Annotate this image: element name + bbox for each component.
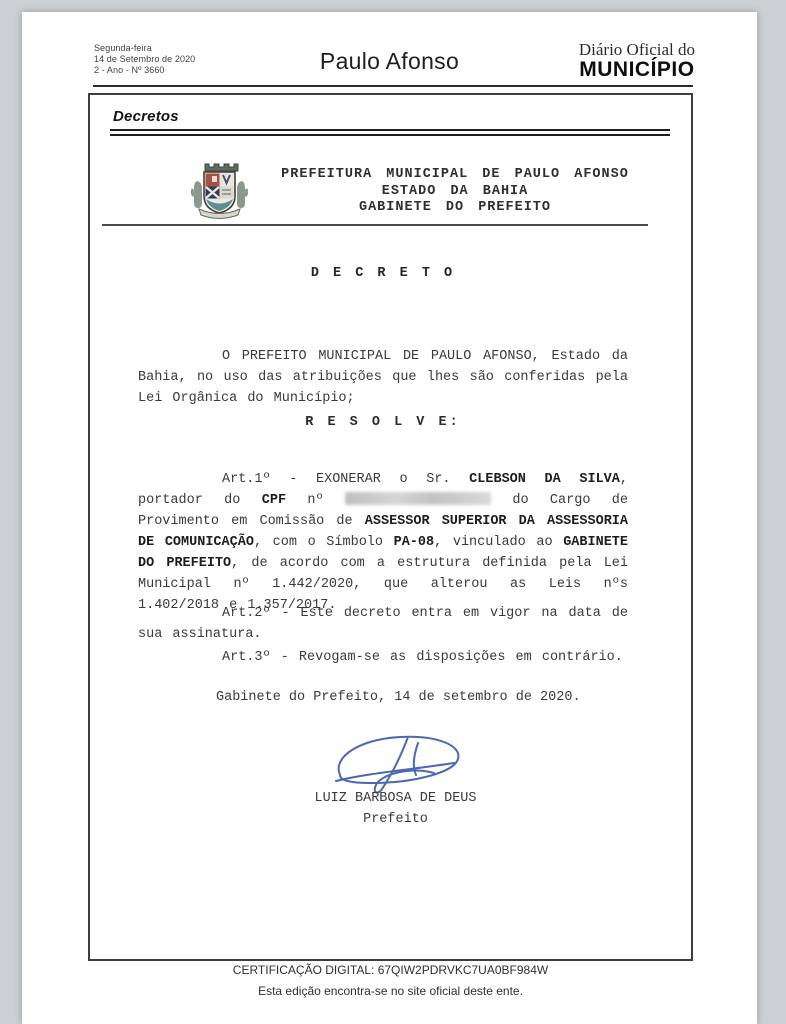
decree-title: D E C R E T O bbox=[310, 266, 456, 281]
art1-office: GABINETE DO PREFEITO bbox=[138, 534, 628, 571]
resolve-heading: R E S O L V E: bbox=[305, 415, 461, 430]
art1-symbol: PA-08 bbox=[393, 534, 435, 550]
masthead bbox=[579, 40, 695, 80]
letterhead-line1: PREFEITURA MUNICIPAL DE PAULO AFONSO bbox=[281, 167, 629, 182]
dateline: Gabinete do Prefeito, 14 de setembro de 2020. bbox=[216, 690, 581, 705]
letterhead-line3: GABINETE DO PREFEITO bbox=[358, 200, 552, 215]
header-divider bbox=[93, 85, 693, 87]
masthead-bottom: MUNICÍPIO bbox=[579, 58, 695, 81]
edition-note: Esta edição encontra-se no site oficial deste ente. bbox=[258, 984, 523, 998]
paper-sheet bbox=[22, 12, 757, 1024]
edition-date: 14 de Setembro de 2020 bbox=[94, 54, 196, 64]
section-title: Decretos bbox=[113, 108, 179, 125]
city-title: Paulo Afonso bbox=[319, 48, 460, 74]
article-2: Art.2º - Este decreto entra em vigor na data de sua assinatura. bbox=[138, 605, 628, 642]
decree-preamble: O PREFEITO MUNICIPAL DE PAULO AFONSO, Estado da Bahia, no uso das atribuições que lhes são conferidas pela Lei Orgânica do Município; bbox=[138, 348, 628, 406]
art1-seg2: , portador do bbox=[138, 471, 628, 508]
art1-position: ASSESSOR SUPERIOR DA ASSESSORIA DE COMUNICAÇÃO bbox=[138, 513, 628, 550]
signatory-name: LUIZ BARBOSA DE DEUS bbox=[314, 791, 477, 806]
art1-seg4: do Cargo de Provimento em Comissão de bbox=[138, 492, 629, 529]
decree-body bbox=[138, 95, 628, 959]
art1-seg6: , vinculado ao bbox=[434, 534, 564, 550]
art1-seg5: , com o Símbolo bbox=[253, 534, 394, 550]
signatory-role: Prefeito bbox=[363, 812, 428, 827]
article-1 bbox=[138, 469, 628, 616]
edition-weekday: Segunda-feira bbox=[94, 43, 152, 53]
art1-lead: Art.1º - EXONERAR o Sr. bbox=[222, 471, 470, 487]
letterhead-line2: ESTADO DA BAHIA bbox=[381, 183, 529, 199]
art1-person-name: CLEBSON DA SILVA bbox=[469, 471, 620, 487]
article-3: Art.3º - Revogam-se as disposições em contrário. bbox=[222, 649, 623, 665]
edition-number: 2 - Ano - Nº 3660 bbox=[94, 65, 165, 75]
art1-seg7: , de acordo com a estrutura definida pela Lei Municipal nº 1.442/2020, que alterou as Leis nºs 1.402/2018 e 1.357/2017. bbox=[138, 555, 628, 613]
cpf-redacted-box bbox=[345, 492, 491, 505]
art1-cpf-label: CPF bbox=[261, 492, 287, 508]
signature-block bbox=[278, 731, 513, 830]
document-frame bbox=[88, 93, 693, 961]
art1-seg3: nº bbox=[286, 492, 345, 508]
digital-certification: CERTIFICAÇÃO DIGITAL: 67QIW2PDRVKC7UA0BF984W bbox=[232, 963, 549, 977]
masthead-top: Diário Oficial do bbox=[578, 40, 695, 59]
